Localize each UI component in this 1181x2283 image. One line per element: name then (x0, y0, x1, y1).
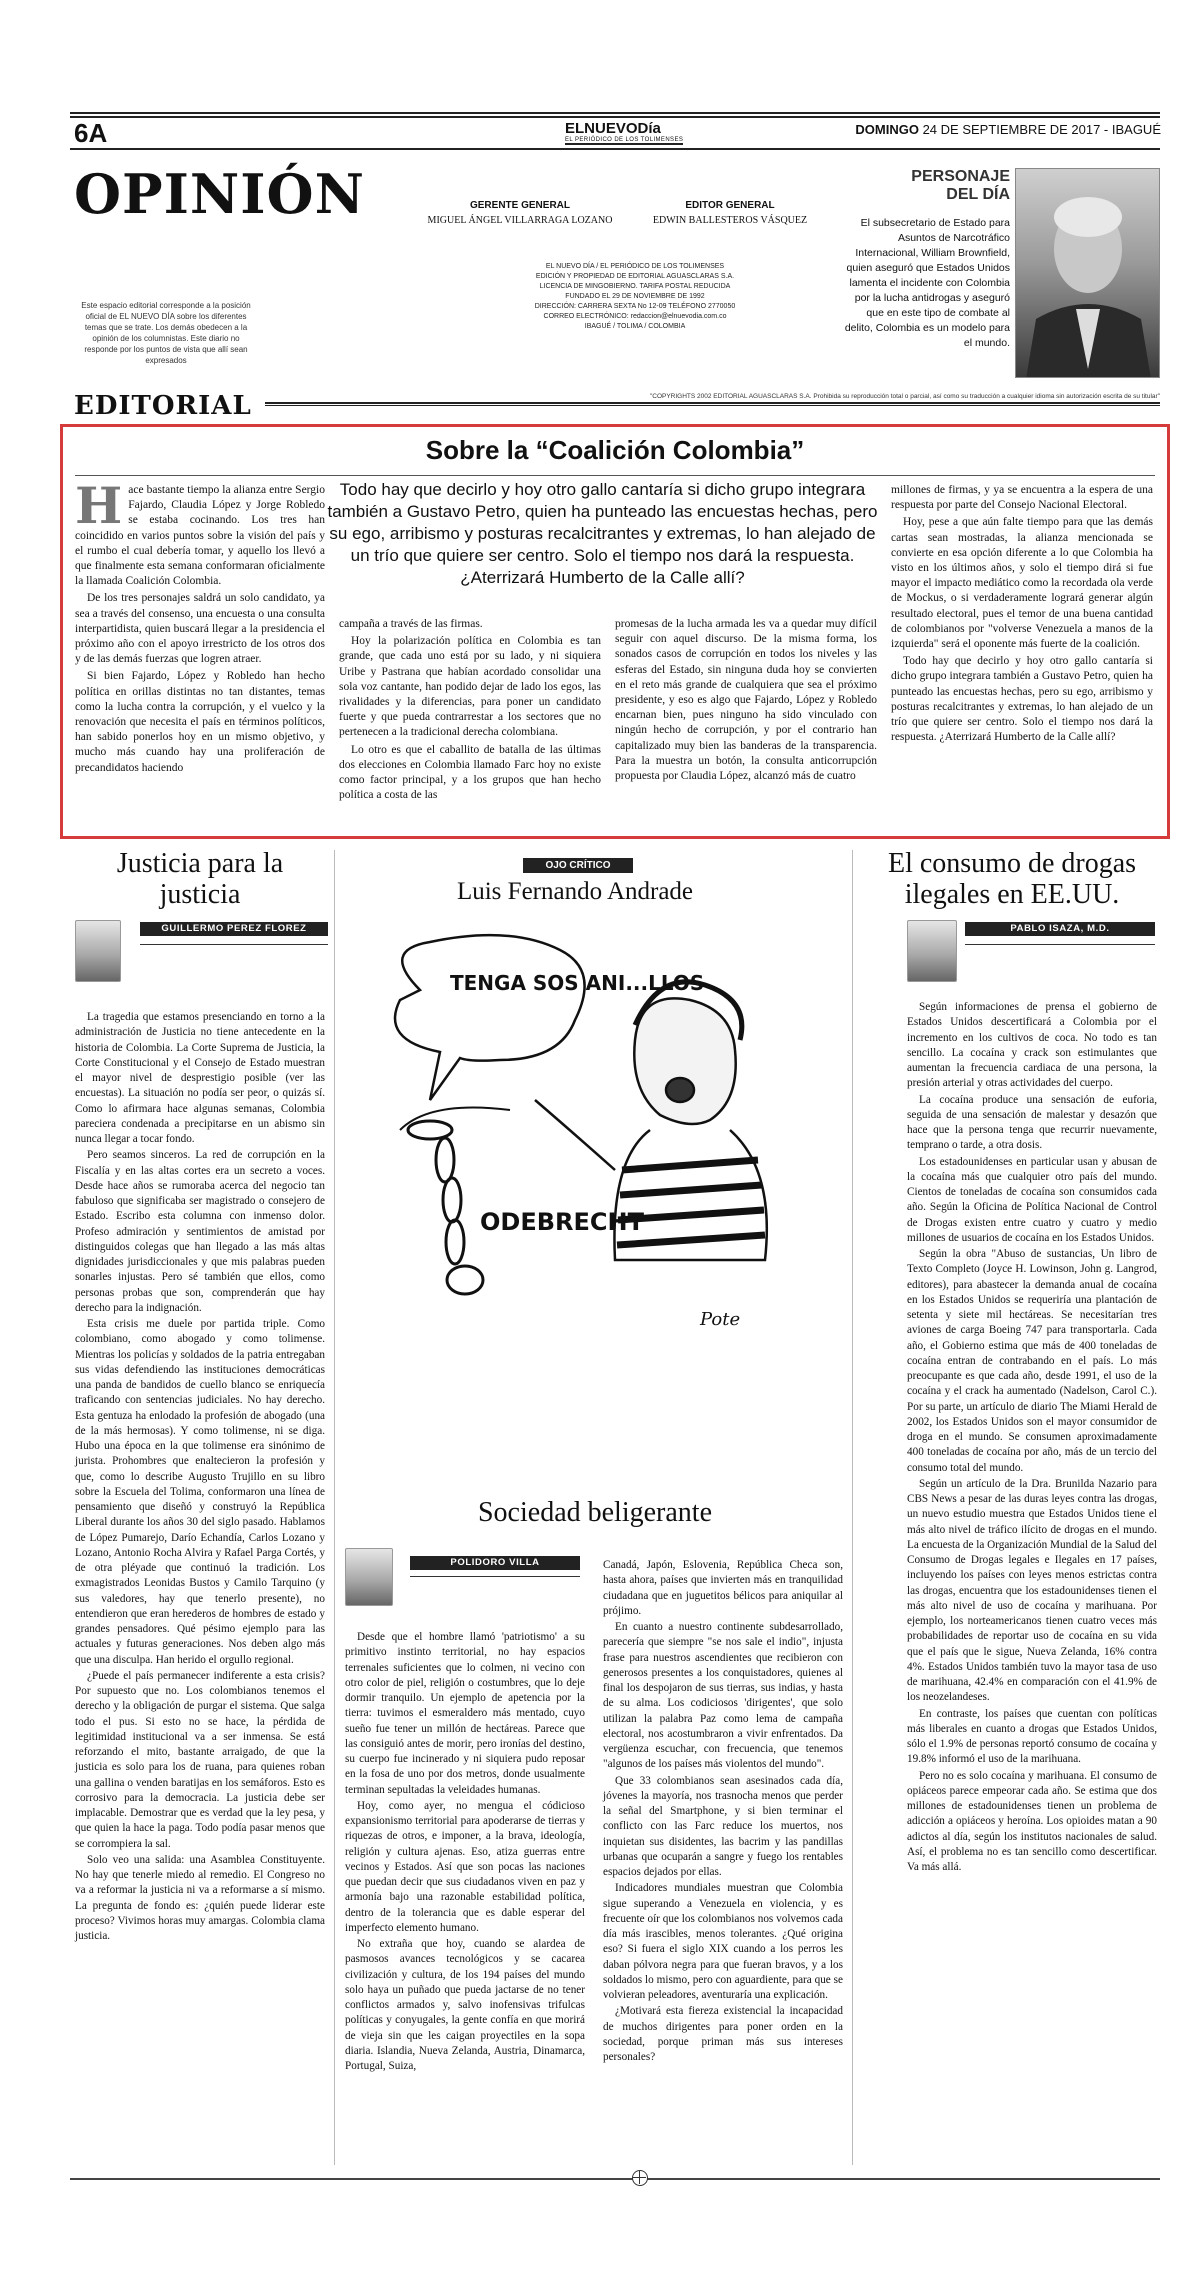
editorial-column-4 (891, 483, 1153, 747)
cartoon-signature: Pote (700, 1309, 741, 1330)
dateline (855, 122, 1161, 137)
byline-rule (140, 944, 328, 945)
paragraph: Hoy la polarización política en Colombia es tan grande, que cada uno está por su lado, y ni siquiera Uribe y Pastrana que habían acordado consolidar una sola voz cantante, han podido dejar de lado los egos, las rivalidades y la diferencias, para poner un candidato fuerte y que pueda contrarrestar a los sectores que no pertenecen a la tradicional derecha colombiana. (339, 635, 601, 739)
paragraph: Solo veo una salida: una Asamblea Constituyente. No hay que tenerle miedo al remedio. El Congreso no va a reformar la justicia ni va a reformarse a sí mismo. La pregunta de fondo es: ¿quién puede liderar este proceso? Vivimos horas muy amargas. Colombia clama justicia. (75, 1853, 325, 1942)
imprint-line: EL NUEVO DÍA / EL PERIÓDICO DE LOS TOLIMENSES (545, 263, 725, 270)
paragraph: ¿Motivará esta fiereza existencial la incapacidad de muchos dirigentes para poner orden en la sociedad, porque priman más sus intereses personales? (603, 2005, 843, 2063)
cartoonist-name: Luis Fernando Andrade (456, 878, 694, 905)
author-byline: PABLO ISAZA, M.D. (965, 922, 1155, 936)
speech-bubble (395, 935, 585, 1100)
paragraph: De los tres personajes saldrá un solo candidato, ya sea a través del consenso, una encuesta o una consulta interpartidista, quien buscará llegar a la presidencia el próximo año con el apoyo irrestricto de los otros dos y de las demás fuerzas que logren atraer. (75, 592, 325, 666)
editorial-disclaimer: Este espacio editorial corresponde a la posición oficial de EL NUEVO DÍA sobre los diferentes temas que se trate. Los demás obedecen a la opinión de los columnistas. Este diario no responde por los puntos de vista que allí sean expresados (81, 301, 251, 365)
chain (400, 1108, 510, 1295)
paragraph: Pero seamos sinceros. La red de corrupción en la Fiscalía y en las altas cortes era un secreto a voces. Desde hace años se rumoraba acerca del negocio tan fabuloso que significaba ser magistrado o consejero de Estado. Escribo esta columna con inmenso dolor. Profeso admiración y sentimientos de amistad por distinguidos colegas que han llegado a las más altas dignidades jurisdiccionales y que mis palabras pueden sonarles injustas. Pero sé también que ellos, como personas probas que son, comprenderán que hay derecho para la indignación. (75, 1149, 325, 1314)
staff-role: EDITOR GENERAL (685, 200, 775, 211)
editorial-cartoon (360, 930, 810, 1350)
dateline-date: 24 DE SEPTIEMBRE DE 2017 - IBAGUÉ (922, 122, 1161, 137)
personaje-heading-line: DEL DÍA (946, 186, 1010, 203)
paragraph: promesas de la lucha armada les va a quedar muy difícil seguir con aquel discurso. De la misma forma, los sonados casos de corrupción en todos los niveles y las esferas del Estado, sin ninguna duda hoy se convierten en el reto más grande de cualquiera que sea el próximo presidente, y eso es algo que Fajardo, López y Robledo encarnan bien, pues ninguno ha sido vinculado con ningún hecho de corrupción, y por el contrario han capitalizado muy bien las banderas de la transparencia. Para la muestra un botón, la consulta anticorrupción propuesta por Claudia López, alcanzó más de cuatro (615, 618, 877, 783)
byline-rule (410, 1576, 580, 1577)
sociedad-column-1 (345, 1630, 585, 2075)
paragraph: No extraña que hoy, cuando se alardea de pasmosos avances tecnológicos y se cacarea civilización y cultura, de los 194 países del mundo solo haya un puñado que pueda jactarse de no tener conflictos armados y, salvo inofensivas trifulcas políticas y conyugales, la gente confía en que morirá de vieja sin que les caigan proyectiles en la sopa diaria. Islandia, Nueva Zelanda, Austria, Dinamarca, Portugal, Suiza, (345, 1938, 585, 2072)
imprint (515, 262, 755, 332)
header-top-rule (70, 112, 1160, 118)
drogas-body (907, 1000, 1157, 1876)
editorial-column-3 (615, 617, 877, 786)
header-bottom-rule (70, 148, 1160, 150)
paragraph: Pero no es solo cocaína y marihuana. El consumo de opiáceos parece empeorar cada año. Se estima que dos millones de estadounidenses tienen un problema de adicción a opiáceos y heroína. Los opioides matan a 90 adictos al día, según los institutos nacionales de salud. Así, el problema no es tan sencillo como descertificar. Va más allá. (907, 1769, 1157, 1873)
author-portrait (345, 1548, 393, 1606)
column-title-justicia: Justicia para la justicia (116, 848, 284, 910)
paragraph: ¿Puede el país permanecer indiferente a esta crisis? Por supuesto que no. Los colombianos tenemos el derecho y la obligación de purgar el sistema. Que salga todo el pus. Si esto no se hace, la pérdida de legitimidad institucional va a ser inmensa. Se está reforzando el mito, bastante arraigado, de que la justicia es solo para los de ruana, para quienes roban una gallina o venden baratijas en los semáforos. Esto es corrosivo para la democracia. La justicia debe ser implacable. Demostrar que es verdad que la ley pesa, y que quien la hace la paga. Todo podía pasar menos que se corrompiera la sal. (75, 1669, 325, 1850)
imprint-line: FUNDADO EL 29 DE NOVIEMBRE DE 1992 (565, 293, 705, 300)
byline-rule (965, 944, 1155, 945)
paragraph: En cuanto a nuestro continente subdesarrollado, parecería que siempre "se nos sale el indio", injusta frase para nuestros ascendientes que recibieron con generosos presentes a los conquistadores, quienes al final los despojaron de sus tierras, sus indias, y hasta de su alma. Los codiciosos 'dirigentes', que solo utilizan la palabra Paz como lema de campaña electoral, nos acostumbraron a vivir enfrentados. Da vergüenza escuchar, con frecuencia, que tenemos "algunos de los países más violentos del mundo". (603, 1621, 843, 1771)
column-title-drogas: El consumo de drogas ilegales en EE.UU. (887, 848, 1137, 910)
author-portrait (75, 920, 121, 982)
paragraph: Según informaciones de prensa el gobierno de Estados Unidos descertificará a Colombia por el incremento en los cultivos de coca. No todo es tan sencillo. La cocaína y crack son estimulantes que aumentan la frecuencia cardiaca de una persona, la presión arterial y otras actividades del cuerpo. (907, 1001, 1157, 1090)
column-divider (852, 850, 853, 2165)
author-portrait (907, 920, 957, 982)
imprint-line: LICENCIA DE MINGOBIERNO. TARIFA POSTAL REDUCIDA (539, 283, 731, 290)
personaje-photo (1015, 168, 1160, 378)
ojo-critico-label: OJO CRÍTICO (523, 858, 633, 873)
copyright-notice: "COPYRIGHTS 2002 EDITORIAL AGUASCLARAS S.A. Prohibida su reproducción total o parcial, así como su traducción a cualquier idioma sin autorización escrita de su titular" (649, 393, 1160, 400)
staff-manager (420, 200, 620, 226)
author-byline: POLIDORO VILLA (410, 1556, 580, 1570)
column-divider (334, 850, 335, 2165)
registration-mark-icon (632, 2170, 648, 2186)
editorial-label: EDITORIAL (74, 391, 252, 421)
imprint-line: CORREO ELECTRÓNICO: redaccion@elnuevodia.com.co (543, 313, 727, 320)
paragraph: Hoy, pese a que aún falte tiempo para que las demás cartas sean mostradas, la alianza mencionada se convierte en esa opción diferente a lo que Colombia ha visto en los últimos años, y solo el tiempo dirá si fue mayor el impacto mediático como la recordada ola verde de Mockus, o si verdaderamente logrará generar algún resultado electoral, pues el temor de una buena cantidad de colombianos por "volverse Venezuela a manos de la izquierda" será el oponente más fuerte de la coalición. (891, 516, 1153, 651)
speech-bubble-text: TENGA SOS ANI...LLOS (450, 971, 705, 995)
paragraph: Esta crisis me duele por partida triple. Como colombiano, como abogado y como tolimense. Mientras los policías y soldados de la patria entregaban sus vidas defendiendo las instituciones democráticas una panda de bandidos de cuello blanco se enriquecía traficando con sentencias judiciales. No hay derecho. Esta gentuza ha enlodado la profesión de abogado (una de la más hermosas). Y como tolimense, ni se diga. Hubo una época en la que tolimense era sinónimo de jurista. Prohombres que enaltecieron la profesión y que, como lo describe Augusto Trujillo en su libro sobre la Escuela del Tolima, conformaron una línea de pensamiento que diseñó y construyó la República Liberal durante los años 30 del siglo pasado. Hablamos de López Pumarejo, Darío Echandía, Carlos Lozano y Lozano, Antonio Rocha Alvira y Rafael Parga Cortés, y de otra pléyade que continuó la tradición. Los exmagistrados Leonidas Bustos y Camilo Tarquino (y sus valedores, hay que tenerlo presente), no entendieron que eran herederos de hombres de estado y grandes pensadores. Qué pésimo ejemplo para las actuales y futuras generaciones. Nos deben algo más que una disculpa. Han herido el orgullo regional. (75, 1318, 325, 1666)
editorial-column-2 (339, 617, 601, 805)
paragraph: Según un artículo de la Dra. Brunilda Nazario para CBS News a pesar de las duras leyes contra las drogas, un nuevo estudio muestra que Estados Unidos tiene el más alto nivel de tráfico ilícito de drogas en el mundo. La encuesta de la Organización Mundial de la Salud del Consumo de Drogas legales e Ilegales en 17 países, incluyendo los países con leyes menos estrictas contra las drogas, encuentra que los estadounidenses tienen el más alto nivel de uso de cocaína y marihuana. Por ejemplo, los norteamericanos tienen cuatro veces más probabilidades de reportar uso de cocaína en su vida que el país que le sigue, Nueva Zelanda, 16% contra 4%. Estados Unidos también tuvo la mayor tasa de uso de marihuana, 42.4% en comparación con el 41.9% de los neozelandeses. (907, 1477, 1157, 1704)
title-rule (75, 475, 1155, 476)
editorial-column-1 (75, 476, 325, 778)
paragraph: La cocaína produce una sensación de euforia, seguida de una sensación de malestar y desazón que hace que la persona tenga que recurrir nuevamente, temprano o tarde, a otra dosis. (907, 1093, 1157, 1152)
paragraph: Canadá, Japón, Eslovenia, República Checa son, hasta ahora, países que invierten más en tranquilidad ciudadana que en juguetitos bélicos para aniquilar al prójimo. (603, 1559, 843, 1617)
paragraph: Desde que el hombre llamó 'patriotismo' a su primitivo instinto territorial, no hay espacios terrenales suficientes que lo colmen, ni vecino con otro color de piel, religión o costumbres, que lo deje dormir tranquilo. Un ejemplo de apetencia por la tierra: tuvimos el esmeraldero más mentado, cuyo sueño fue tener un millón de hectáreas. Parece que las consiguió antes de morir, pero ironías del destino, su cuerpo fue incinerado y ni siquiera pudo reposar en la fosa de uno por dos metros, donde usualmente terminan sepultadas la veleidades humanas. (345, 1631, 585, 1796)
personaje-heading-line: PERSONAJE (911, 168, 1010, 185)
sociedad-column-2 (603, 1558, 843, 2066)
paragraph: Que 33 colombianos sean asesinados cada día, jóvenes la mayoría, nos trasnocha menos que perder la señal del Smartphone, y si bien terminar el conflicto con las Farc reduce los muertos, nos inquietan sus disidentes, las bacrim y las pandillas urbanas que ocuparán a sangre y fuego los rentables espacios dejados por ellas. (603, 1774, 843, 1878)
editorial-rule (265, 402, 1160, 406)
paragraph: Indicadores mundiales muestran que Colombia sigue superando a Venezuela en violencia, y es frecuente oír que los colombianos nos volvemos cada día más irascibles, menos tolerantes. ¿Qué origina eso? Si fuera el siglo XIX cuando a los perros les daban pólvora negra para que fueran bravos, y a los soldados lo mismo, pero con aguardiente, para que se volvieran peleadores, aventuraría una explicación. (603, 1882, 843, 2001)
paragraph: Todo hay que decirlo y hoy otro gallo cantaría si dicho grupo integrara también a Gustavo Petro, quien ha punteado las encuestas hechas, pero su ego, arribismo y posturas recalcitrantes y extremas, lo han alejado de un trío que quiere ser centro. Solo el tiempo nos dará la respuesta. ¿Aterrizará Humberto de la Calle allí? (891, 655, 1153, 744)
section-title: OPINIÓN (74, 162, 365, 226)
masthead-name: ELNUEVODía (565, 120, 661, 137)
column-title-sociedad: Sociedad beligerante (477, 1497, 712, 1528)
author-byline: GUILLERMO PEREZ FLOREZ (140, 922, 328, 936)
paragraph: Lo otro es que el caballito de batalla de las últimas dos elecciones en Colombia llamado Farc hoy no existe como factor principal, y a los grupos que han hecho política a costa de las (339, 743, 601, 802)
staff-role: GERENTE GENERAL (469, 200, 570, 211)
paragraph: Si bien Fajardo, López y Robledo han hecho política en orillas distintas no tan distantes, temas como la lucha contra la corrupción, y el vuelco y la renovación que necesita el país en términos políticos, han sabido ponerlos hoy en un mismo objetivo, y mucho más cuando hay una proliferación de precandidatos haciendo (75, 670, 325, 774)
masthead-tagline: EL PERIÓDICO DE LOS TOLIMENSES (565, 137, 684, 143)
dropcap: H (75, 476, 123, 535)
editorial-title: Sobre la “Coalición Colombia” (425, 435, 805, 465)
chain-text: ODEBRECHT (480, 1208, 644, 1236)
justicia-body (75, 1010, 325, 1945)
imprint-line: DIRECCIÓN: CARRERA SEXTA No 12-09 TELÉFONO 2770050 (534, 303, 736, 310)
staff-name: EDWIN BALLESTEROS VÁSQUEZ (652, 215, 808, 226)
paragraph: La tragedia que estamos presenciando en torno a la administración de Justicia no tiene antecedente en la historia de Colombia. La Corte Suprema de Justicia, la Corte Constitucional y el Consejo de Estado muestran el mayor nivel de desprestigio posible (ver las encuestas). La situación no podía ser peor, o quizás sí. Como lo afirmara hace algunas semanas, Colombia pareciera condenada a precipitarse en un abismo sin nunca llegar a tocar fondo. (75, 1011, 325, 1145)
dateline-weekday: DOMINGO (855, 122, 919, 137)
paragraph: Según la obra "Abuso de sustancias, Un libro de Texto Completo (Joyce H. Lowinson, John g. Langrod, editores), para abastecer la demanda anual de cocaína en los Estados Unidos se requeriría una plantación de setenta y siete mil hectáreas. Se necesitarían tres aviones de carga Boeing 747 para transportarla. Cada año, el Gobierno estima que más de 400 toneladas de cocaína entran de contrabando en el país. Lo más preocupante es que cada año, desde 1991, el uso de la cocaína y el crack ha aumentado (Nadelson, Carol C.). Por su parte, un artículo de diario The Miami Herald de 2002, los Estados Unidos son el mayor consumidor de droga en el mundo. Se consumen aproximadamente 400 toneladas de cocaína por año, más de un tercio del consumo total del mundo. (907, 1248, 1157, 1474)
paragraph: campaña a través de las firmas. (339, 618, 483, 630)
imprint-line: EDICIÓN Y PROPIEDAD DE EDITORIAL AGUASCLARAS S.A. (535, 273, 735, 280)
paragraph: Hoy, como ayer, no mengua el códicioso expansionismo territorial para apoderarse de tierras y riquezas de otros, e imponer, a la brava, ideología, religión y cultura ajenas. Eso, atiza guerras entre vecinos y Estados. Así que son pocas las naciones que puedan decir que sus ciudadanos viven en paz y armonía bajo una razonable estabilidad política, dentro de la tolerancia que es dable esperar del imperfecto elemento humano. (345, 1799, 585, 1934)
masthead-logo (565, 120, 683, 145)
paragraph: millones de firmas, y ya se encuentra a la espera de una respuesta por parte del Consejo Nacional Electoral. (891, 484, 1153, 512)
page-number: 6A (74, 118, 108, 148)
paragraph: ace bastante tiempo la alianza entre Sergio Fajardo, Claudia López y Jorge Robledo se estaba cocinando. Los tres han coincidido en varios puntos sobre la visión del país y el rumbo el cual debería tomar, y aquello los llevó a que finalmente esta semana conformaran oficialmente la llamada Coalición Colombia. (75, 484, 325, 588)
personaje-heading (830, 168, 1010, 204)
paragraph: En contraste, los países que cuentan con políticas más liberales en cuanto a drogas que Estados Unidos, sólo el 1.9% de personas reportó consumo de cocaína y 19.8% informó el uso de la marihuana. (907, 1707, 1157, 1766)
editorial-article (60, 424, 1170, 839)
imprint-line: IBAGUÉ / TOLIMA / COLOMBIA (584, 323, 686, 330)
staff-editor (640, 200, 820, 226)
personaje-text: El subsecretario de Estado para Asuntos de Narcotráfico Internacional, William Brownfield, quien aseguró que Estados Unidos lamenta el incidente con Colombia por la lucha antidrogas y aseguró que en este tipo de combate al delito, Colombia es un modelo para el mundo. (844, 217, 1010, 349)
footer-rule (70, 2178, 1160, 2180)
staff-name: MIGUEL ÁNGEL VILLARRAGA LOZANO (427, 215, 613, 226)
paragraph: Los estadounidenses en particular usan y abusan de la cocaína más que cualquier otro país del mundo. Cientos de toneladas de cocaína son consumidos cada año. Según la Oficina de Política Nacional de Control de Drogas existen entre cuatro y cuatro y medio millones de usuarios de cocaína en los Estados Unidos. (907, 1155, 1157, 1244)
editorial-pull-quote: Todo hay que decirlo y hoy otro gallo cantaría si dicho grupo integrara también a Gustavo Petro, quien ha punteado las encuestas hechas, pero su ego, arribismo y posturas recalcitrantes y extremas, lo han alejado de un trío que quiere ser centro. Solo el tiempo nos dará la respuesta. ¿Aterrizará Humberto de la Calle allí? (327, 480, 878, 587)
